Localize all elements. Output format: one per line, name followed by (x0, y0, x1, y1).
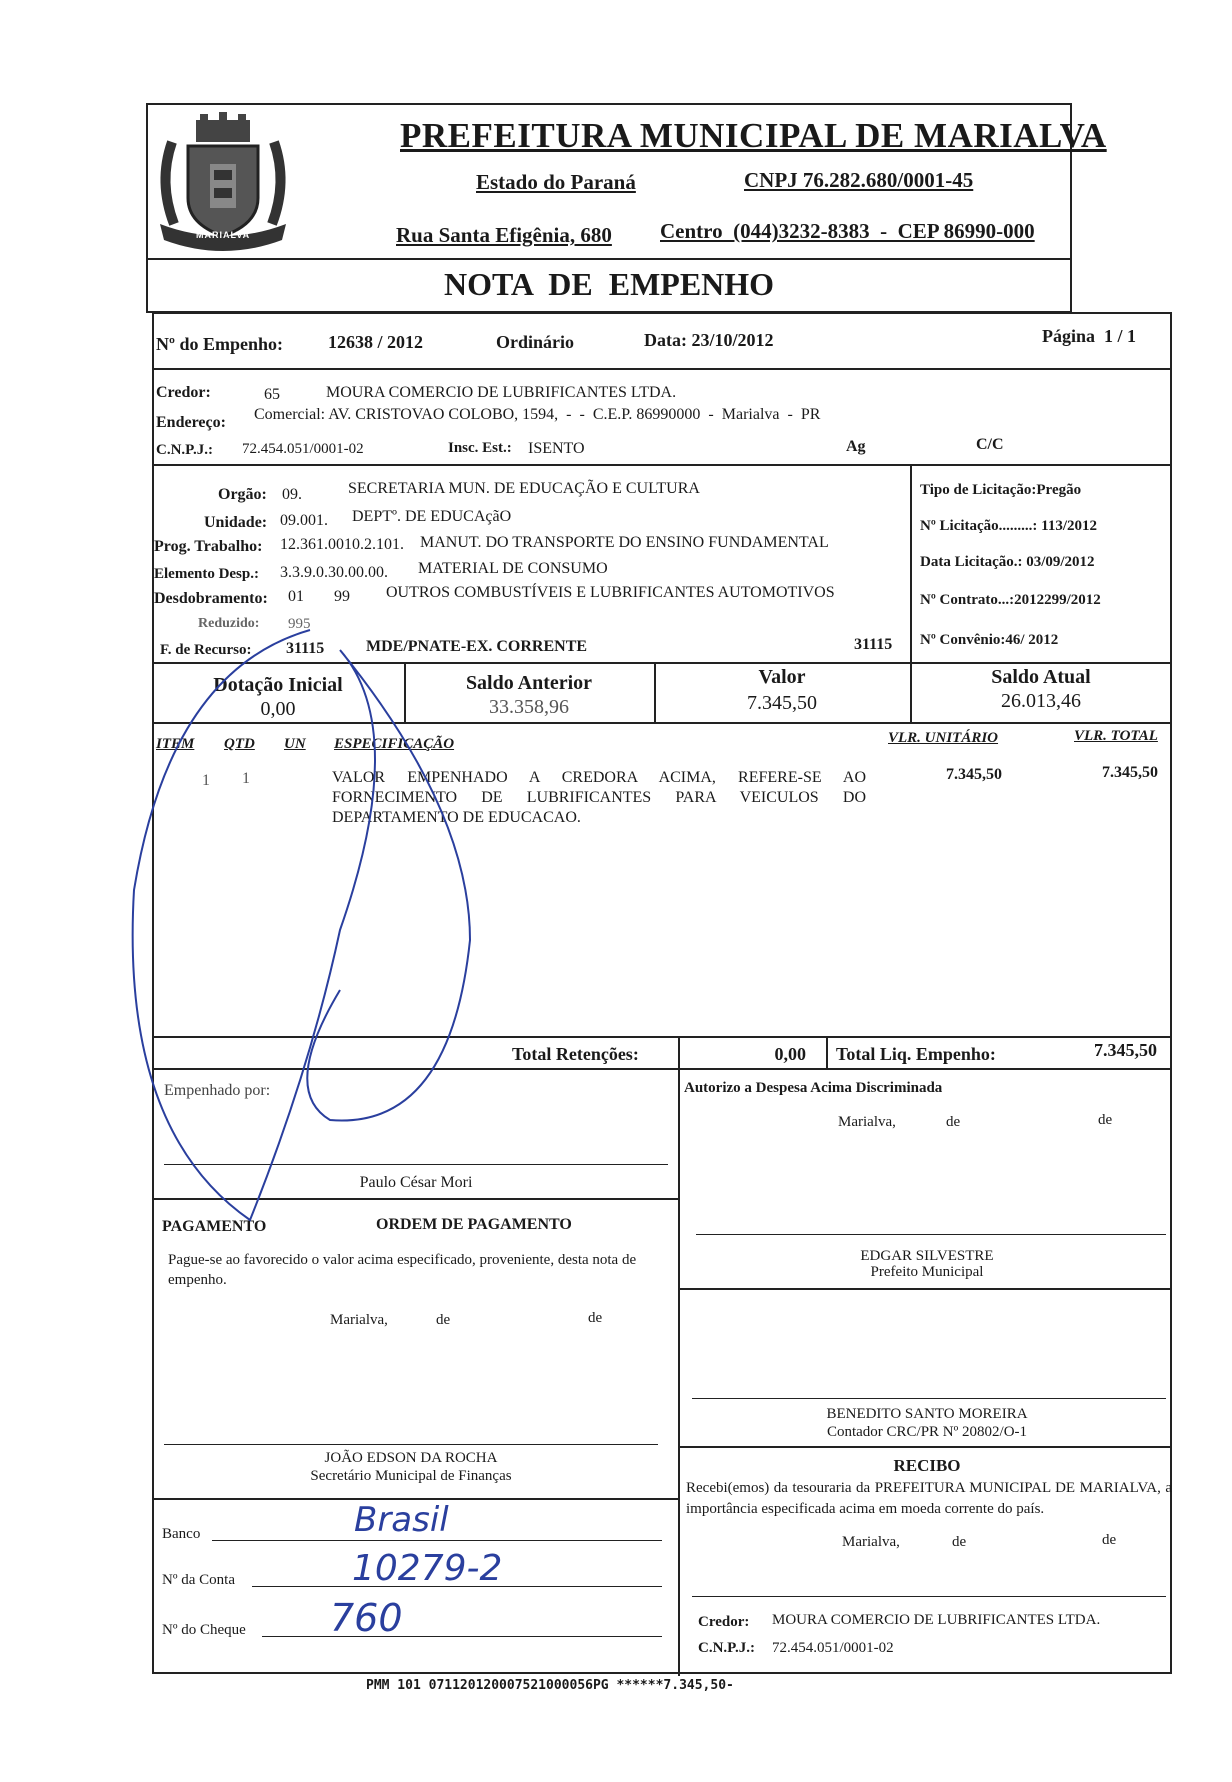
row-divider (152, 464, 1172, 466)
retencoes-label: Total Retenções: (512, 1044, 639, 1064)
saldo-anterior-value: 33.358,96 (489, 696, 569, 718)
autorizo-de-2: de (1098, 1112, 1113, 1128)
pagamento-label: PAGAMENTO (162, 1218, 267, 1235)
convenio-number: Nº Convênio:46/ 2012 (920, 632, 1059, 648)
insc-label: Insc. Est.: (448, 440, 512, 456)
autorizo-place: Marialva, (838, 1114, 896, 1130)
recibo-place: Marialva, (842, 1534, 900, 1550)
empenho-date: Data: 23/10/2012 (644, 330, 774, 350)
empenhado-name: Paulo César Mori (359, 1174, 473, 1191)
page-number: Página 1 / 1 (1042, 326, 1137, 346)
banco-line (212, 1540, 662, 1541)
elemento-code: 3.3.9.0.30.00.00. (280, 564, 388, 581)
item-qty: 1 (242, 770, 250, 787)
empenho-number: 12638 / 2012 (328, 332, 424, 352)
un-header: UN (284, 736, 306, 752)
desdobramento-label: Desdobramento: (154, 590, 268, 607)
pagamento-de-2: de (588, 1310, 603, 1326)
row-divider (152, 368, 1172, 370)
item-specification: VALOR EMPENHADO A CREDORA ACIMA, REFERE-SE AO FORNECIMENTO DE LUBRIFICANTES PARA VEICULOS DO DEPARTAMENTO DE EDUCACAO. (332, 769, 866, 826)
ordem-pagamento-title: ORDEM DE PAGAMENTO (376, 1216, 572, 1233)
elemento-label: Elemento Desp.: (154, 566, 259, 582)
orgao-code: 09. (282, 486, 302, 503)
licitacao-number: Nº Licitação.........: 113/2012 (920, 518, 1098, 534)
unidade-label: Unidade: (204, 514, 268, 531)
recurso-name: MDE/PNATE-EX. CORRENTE (366, 638, 588, 655)
recibo-title: RECIBO (893, 1456, 961, 1475)
retencoes-value: 0,00 (774, 1044, 806, 1064)
credor-code: 65 (264, 386, 280, 403)
elemento-name: MATERIAL DE CONSUMO (418, 560, 608, 577)
signature-line (692, 1398, 1166, 1399)
conta-handwritten: 10279-2 (352, 1548, 503, 1589)
recurso-code-right: 31115 (854, 636, 893, 653)
account-label: C/C (976, 436, 1004, 453)
signature-line (164, 1444, 658, 1445)
municipal-seal (152, 112, 294, 260)
signature-line (692, 1596, 1166, 1597)
contador-name: BENEDITO SANTO MOREIRA (826, 1406, 1028, 1422)
empenho-number-label: Nº do Empenho: (156, 334, 283, 354)
credor-cnpj-label: C.N.P.J.: (156, 442, 213, 458)
empenho-type: Ordinário (496, 332, 575, 352)
contract-number: Nº Contrato...:2012299/2012 (920, 592, 1101, 608)
agency-label: Ag (846, 438, 866, 455)
cheque-label: Nº do Cheque (162, 1622, 246, 1638)
credor-name: MOURA COMERCIO DE LUBRIFICANTES LTDA. (326, 384, 677, 401)
document-title: NOTA DE EMPENHO (443, 266, 775, 302)
recurso-code: 31115 (286, 640, 325, 657)
credor-label: Credor: (156, 384, 211, 401)
valor-label: Valor (758, 666, 806, 688)
unit-value-header: VLR. UNITÁRIO (888, 730, 999, 746)
item-total-value: 7.345,50 (1102, 764, 1158, 781)
saldo-atual-label: Saldo Atual (991, 666, 1091, 688)
recibo-credor-label: Credor: (698, 1614, 750, 1630)
col-divider (678, 1036, 680, 1676)
cheque-handwritten: 760 (330, 1596, 403, 1640)
unidade-name: DEPTº. DE EDUCAçãO (352, 508, 512, 525)
signature-scrawl (110, 610, 490, 1250)
insc-value: ISENTO (528, 440, 585, 457)
licitacao-type: Tipo de Licitação:Pregão (920, 482, 1082, 498)
header-address: Rua Santa Efigênia, 680 (396, 223, 612, 247)
liquido-label: Total Liq. Empenho: (836, 1044, 996, 1064)
pagamento-text: Pague-se ao favorecido o valor acima especificado, proveniente, desta nota de empenho. (168, 1252, 637, 1288)
reduzido-label: Reduzido: (198, 616, 260, 631)
credor-cnpj: 72.454.051/0001-02 (242, 441, 364, 457)
unidade-code: 09.001. (280, 512, 328, 529)
saldo-atual-value: 26.013,46 (1001, 690, 1081, 712)
saldo-anterior-label: Saldo Anterior (465, 672, 593, 694)
col-divider (826, 1036, 828, 1068)
prefeito-title: Prefeito Municipal (870, 1264, 984, 1280)
recibo-cnpj-label: C.N.P.J.: (698, 1640, 755, 1656)
autorizo-text: Autorizo a Despesa Acima Discriminada (684, 1080, 943, 1096)
pagamento-place: Marialva, (330, 1312, 388, 1328)
row-divider (678, 1446, 1172, 1448)
recibo-text: Recebi(emos) da tesouraria da PREFEITURA MUNICIPAL DE MARIALVA, a importância especificada acima em moeda corrente do país. (686, 1480, 1172, 1517)
endereco-label: Endereço: (156, 414, 226, 431)
footer-code: PMM 101 071120120007521000056PG ******7.345,50- (366, 1678, 734, 1693)
desdobramento-code-1: 01 (288, 588, 304, 605)
recurso-label: F. de Recurso: (160, 642, 252, 658)
pagamento-de-1: de (436, 1312, 451, 1328)
liquido-value: 7.345,50 (1094, 1040, 1157, 1060)
orgao-name: SECRETARIA MUN. DE EDUCAÇÃO E CULTURA (348, 480, 700, 497)
prog-code: 12.361.0010.2.101. (280, 536, 404, 553)
licitacao-date: Data Licitação.: 03/09/2012 (920, 554, 1095, 570)
valor-value: 7.345,50 (747, 692, 817, 714)
item-unit-value: 7.345,50 (946, 766, 1002, 783)
banco-label: Banco (162, 1526, 201, 1542)
recibo-de-2: de (1102, 1532, 1117, 1548)
credor-address: Comercial: AV. CRISTOVAO COLOBO, 1594, - - C.E.P. 86990000 - Marialva - PR (254, 406, 821, 423)
state-name: Estado do Paraná (476, 170, 636, 194)
contador-title: Contador CRC/PR Nº 20802/O-1 (826, 1424, 1028, 1440)
recibo-cnpj: 72.454.051/0001-02 (772, 1640, 894, 1656)
seal-banner-text: MARIALVA (196, 230, 251, 240)
item-number: 1 (202, 772, 210, 789)
prefeito-name: EDGAR SILVESTRE (860, 1248, 994, 1264)
spec-header: ESPECIFICAÇÃO (334, 736, 455, 752)
secretario-title: Secretário Municipal de Finanças (310, 1468, 512, 1484)
row-divider (678, 1288, 1172, 1290)
total-value-header: VLR. TOTAL (1074, 728, 1158, 744)
signature-line (696, 1234, 1166, 1235)
secretario-name: JOÃO EDSON DA ROCHA (324, 1450, 498, 1466)
orgao-label: Orgão: (218, 486, 267, 503)
dotacao-inicial-value: 0,00 (260, 698, 296, 720)
desdobramento-name: OUTROS COMBUSTÍVEIS E LUBRIFICANTES AUTOMOTIVOS (386, 584, 835, 601)
header-contact: Centro (044)3232-8383 - CEP 86990-000 (660, 219, 1035, 243)
recibo-de-1: de (952, 1534, 967, 1550)
page-title: PREFEITURA MUNICIPAL DE MARIALVA (400, 116, 1107, 155)
qtd-header: QTD (224, 736, 255, 752)
header-cnpj: CNPJ 76.282.680/0001-45 (744, 168, 974, 192)
conta-label: Nº da Conta (162, 1572, 235, 1588)
item-header: ITEM (156, 736, 195, 752)
prog-label: Prog. Trabalho: (154, 538, 263, 555)
dotacao-inicial-label: Dotação Inicial (213, 674, 343, 696)
empenhado-label: Empenhado por: (164, 1082, 271, 1099)
autorizo-de-1: de (946, 1114, 961, 1130)
cheque-line (262, 1636, 662, 1637)
desdobramento-code-2: 99 (334, 588, 350, 605)
banco-handwritten: Brasil (354, 1500, 449, 1540)
reduzido-value: 995 (288, 616, 311, 632)
prog-name: MANUT. DO TRANSPORTE DO ENSINO FUNDAMENTAL (420, 534, 829, 551)
recibo-credor-name: MOURA COMERCIO DE LUBRIFICANTES LTDA. (772, 1612, 1101, 1628)
